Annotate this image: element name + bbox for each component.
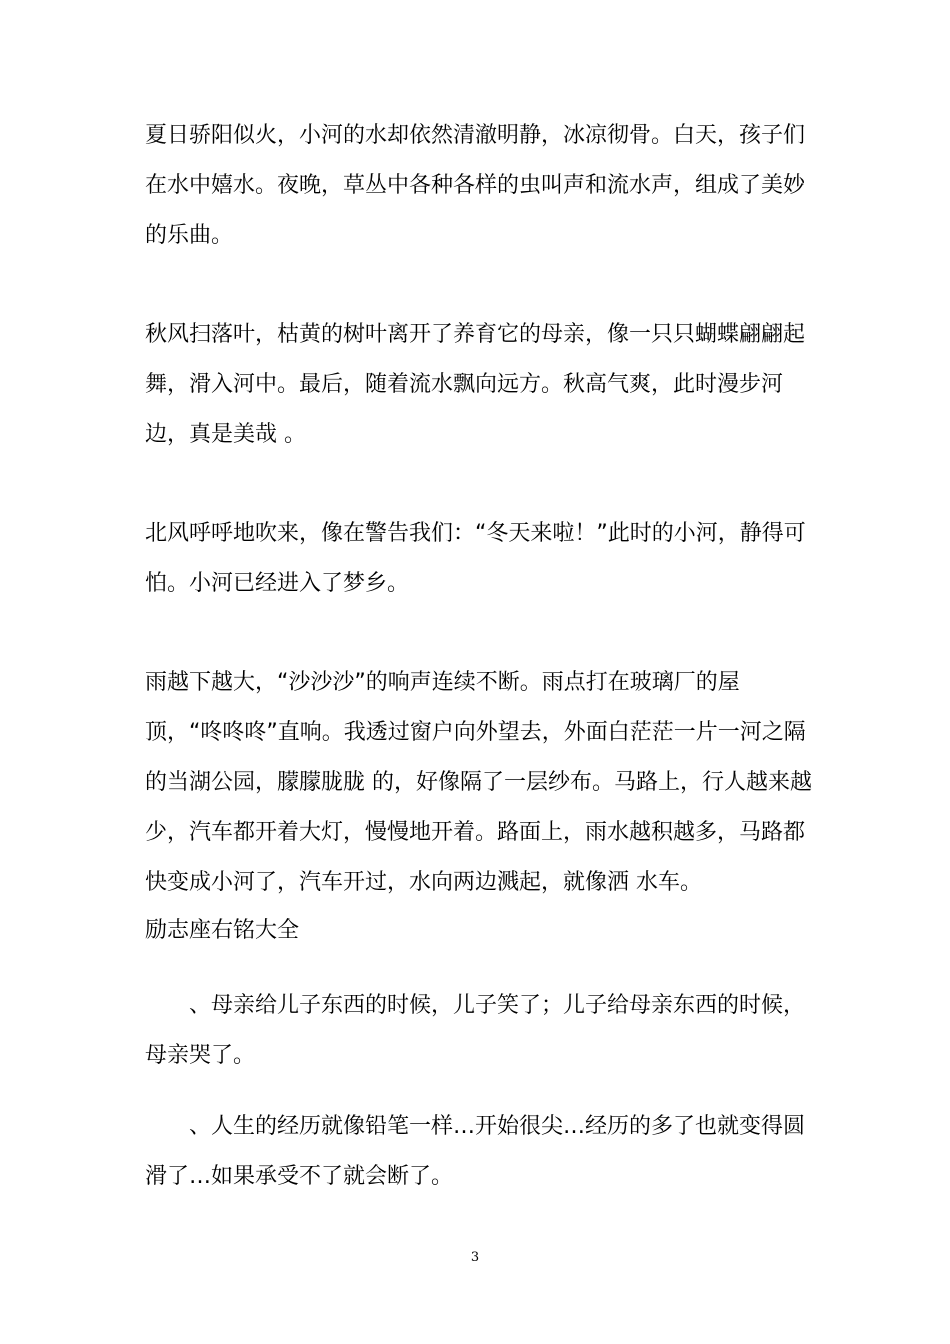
paragraph-autumn: 秋风扫落叶，枯黄的树叶离开了养育它的母亲，像一只只蝴蝶翩翩起舞，滑入河中。最后，随着流水飘向远方。秋高气爽，此时漫步河边，真是美哉 。 bbox=[145, 322, 806, 447]
page-number: 3 bbox=[470, 1250, 480, 1265]
motto-item-2: 、人生的经历就像铅笔一样…开始很尖…经历的多了也就变得圆滑了…如果承受不了就会断了。 bbox=[145, 1114, 806, 1189]
paragraph-winter: 北风呼呼地吹来，像在警告我们：“冬天来啦！”此时的小河，静得可怕。小河已经进入了梦乡。 bbox=[145, 521, 806, 596]
motto-item-1: 、母亲给儿子东西的时候，儿子笑了；儿子给母亲东西的时候，母亲哭了。 bbox=[145, 993, 806, 1068]
paragraph-summer: 夏日骄阳似火，小河的水却依然清澈明静，冰凉彻骨。白天，孩子们在水中嬉水。夜晚，草丛中各种各样的虫叫声和流水声，组成了美妙的乐曲。 bbox=[145, 123, 806, 248]
paragraph-rain: 雨越下越大，“沙沙沙”的响声连续不断。雨点打在玻璃厂的屋顶，“咚咚咚”直响。我透过窗户向外望去，外面白茫茫一片一河之隔的当湖公园，朦朦胧胧 的，好像隔了一层纱布。马路上，行人越来越少，汽车都开着大灯，慢慢地开着。路面上，雨水越积越多，马路都快变成小河了，汽车开过，水向两边溅起，就像洒 水车。 bbox=[145, 670, 812, 895]
section-title: 励志座右铭大全 bbox=[145, 918, 300, 943]
